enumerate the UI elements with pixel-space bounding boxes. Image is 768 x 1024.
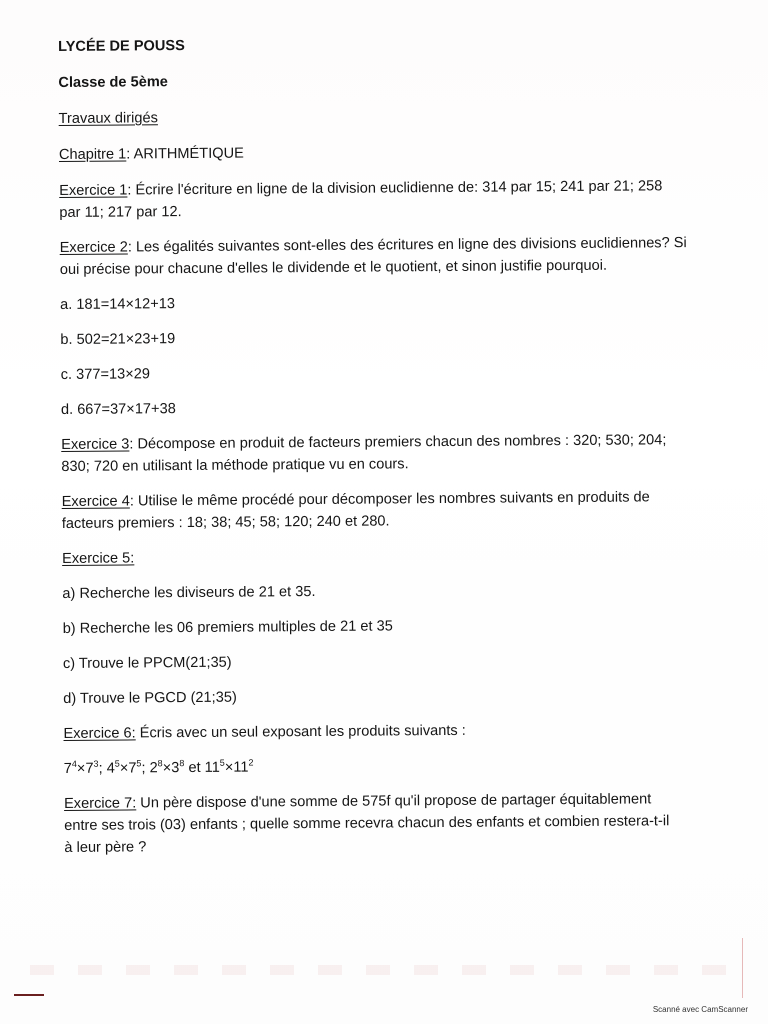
exercise-2-item-d: d. 667=37×17+38	[60, 401, 176, 418]
power-base: 2	[149, 760, 158, 777]
section-title: Travaux dirigés	[58, 110, 158, 127]
power-base: 11	[204, 759, 220, 776]
exercise-4	[62, 486, 746, 535]
school-name: LYCÉE DE POUSS	[58, 38, 185, 55]
power-base: ×11	[224, 759, 249, 776]
exercise-7-line-2: entre ses trois (03) enfants ; quelle somme recevra chacun des enfants et combien restera-t-il	[64, 813, 670, 834]
scan-artifact-row	[30, 965, 730, 975]
power-exponent: 5	[136, 758, 142, 769]
exercise-2-item-b: b. 502=21×23+19	[60, 331, 176, 348]
exercise-4-label: Exercice 4	[61, 493, 130, 510]
power-exponent: 8	[179, 758, 185, 769]
chapter-label: Chapitre 1	[58, 146, 127, 163]
exercise-7-line-3: à leur père ?	[64, 839, 147, 856]
chapter-heading	[59, 139, 743, 166]
exercise-2-item-c: c. 377=13×29	[60, 366, 150, 383]
exercise-2-label: Exercice 2	[59, 239, 128, 256]
exercise-2-text: : Les égalités suivantes sont-elles des écritures en ligne des divisions euclidiennes? Si	[127, 235, 687, 256]
power-exponent: 3	[93, 758, 99, 769]
power-base: ×7	[76, 760, 94, 777]
exercise-4-text: : Utilise le même procédé pour décomposer les nombres suivants en produits de	[129, 489, 650, 510]
exercise-2-line-2: oui précise pour chacune d'elles le dividende et le quotient, et sinon justifie pourquoi.	[59, 257, 608, 278]
exercise-5-item-b: b) Recherche les 06 premiers multiples de 21 et 35	[62, 618, 393, 637]
exercise-7-label: Exercice 7:	[63, 795, 137, 812]
class-level: Classe de 5ème	[58, 74, 168, 91]
separator: ;	[98, 760, 107, 777]
exercise-3	[61, 429, 745, 478]
exercise-1-label: Exercice 1	[59, 182, 128, 199]
exercise-1-text: : Écrire l'écriture en ligne de la division euclidienne de: 314 par 15; 241 par 21; 258	[127, 178, 663, 199]
power-exponent: 2	[248, 757, 254, 768]
power-exponent: 5	[114, 758, 120, 769]
exercise-5-item-c: c) Trouve le PPCM(21;35)	[62, 654, 232, 672]
exercise-5-label: Exercice 5:	[62, 550, 135, 567]
power-base: 7	[63, 760, 72, 777]
separator: et	[184, 759, 205, 777]
exercise-6-heading	[63, 718, 747, 745]
document-content	[58, 31, 749, 872]
power-base: 4	[106, 760, 115, 777]
power-base: ×3	[162, 760, 180, 777]
scan-artifact-edge	[742, 938, 743, 998]
exercise-5-item-d: d) Trouve le PGCD (21;35)	[63, 689, 237, 707]
power-exponent: 5	[219, 757, 225, 768]
scanner-watermark: Scanné avec CamScanner	[652, 1005, 748, 1014]
exercise-5-item-a: a) Recherche les diviseurs de 21 et 35.	[62, 583, 316, 602]
exercise-4-line-2: facteurs premiers : 18; 38; 45; 58; 120; 240 et 280.	[61, 513, 390, 532]
exercise-6-label: Exercice 6:	[63, 725, 136, 742]
exercise-1	[59, 175, 743, 224]
exercise-2	[60, 232, 744, 281]
exercise-5-heading	[62, 543, 746, 570]
exercise-3-text: : Décompose en produit de facteurs premiers chacun des nombres : 320; 530; 204;	[129, 432, 667, 453]
exercise-3-line-2: 830; 720 en utilisant la méthode pratique vu en cours.	[61, 456, 409, 475]
exercise-7	[64, 788, 748, 859]
power-exponent: 4	[71, 758, 77, 769]
power-base: ×7	[119, 760, 137, 777]
exercise-6-products	[64, 753, 748, 780]
exercise-2-item-a: a. 181=14×12+13	[60, 296, 176, 313]
scan-artifact-mark	[14, 994, 44, 996]
separator: ;	[141, 760, 150, 777]
exercise-1-line-2: par 11; 217 par 12.	[59, 204, 182, 221]
exercise-3-label: Exercice 3	[61, 436, 130, 453]
exercise-6-text: Écris avec un seul exposant les produits suivants :	[135, 722, 466, 742]
power-exponent: 8	[157, 758, 163, 769]
chapter-title: : ARITHMÉTIQUE	[126, 145, 244, 163]
exercise-7-text: Un père dispose d'une somme de 575f qu'il propose de partager équitablement	[136, 791, 652, 812]
